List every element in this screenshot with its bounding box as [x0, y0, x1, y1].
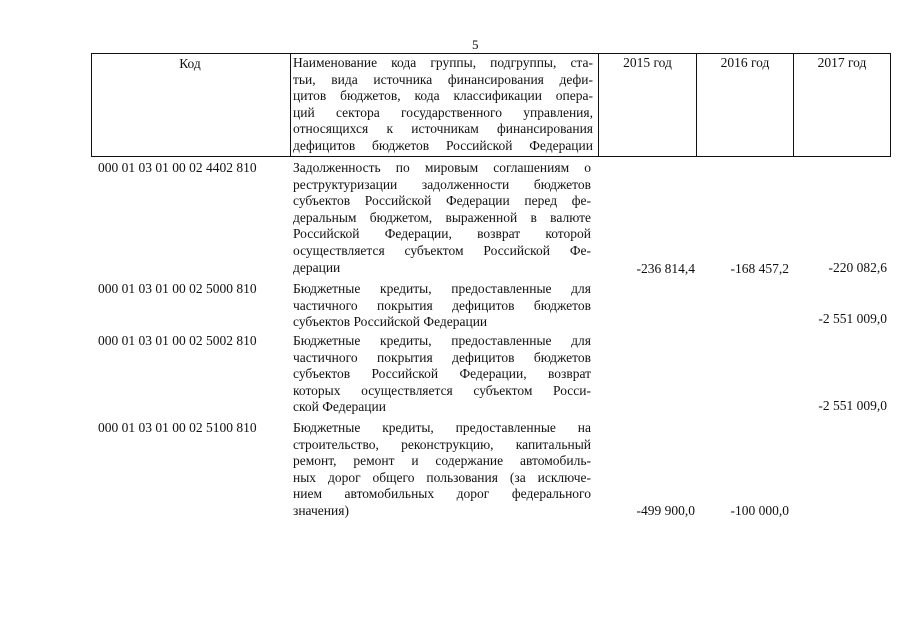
description-line: субъектов Российской Федерации перед фе-	[293, 193, 591, 209]
header-name	[293, 55, 593, 155]
description-line: Бюджетные кредиты, предоставленные для	[293, 281, 591, 296]
description-line: частичного покрытия дефицитов бюджетов	[293, 349, 591, 365]
description-line: строительство, реконструкцию, капитальный	[293, 436, 591, 452]
header-bottom-border	[91, 156, 891, 157]
description-line: нием автомобильных дорог федерального	[293, 486, 591, 502]
description-line: Задолженность по мировым соглашениям о	[293, 160, 591, 175]
header-name-line: цитов бюджетов, кода классификации опера-	[293, 88, 593, 104]
header-name-line: ций сектора государственного управления,	[293, 104, 593, 120]
row-description	[293, 160, 591, 276]
header-year-2016: 2016 год	[720, 55, 770, 70]
value-2016: -100 000,0	[730, 503, 789, 518]
header-name-line: тьи, вида источника финансирования дефи-	[293, 71, 593, 87]
value-2017: -220 082,6	[828, 260, 887, 275]
row-description	[293, 333, 591, 416]
header-name-line: дефицитов бюджетов Российской Федерации	[293, 137, 593, 153]
description-line: Бюджетные кредиты, предоставленные для	[293, 333, 591, 348]
description-line: субъектов Российской Федерации	[293, 314, 488, 330]
description-line: деральным бюджетом, выраженной в валюте	[293, 209, 591, 225]
description-line: которых осуществляется субъектом Росси-	[293, 382, 591, 398]
page-number: 5	[472, 37, 479, 52]
value-2017: -2 551 009,0	[818, 398, 887, 413]
header-code: Код	[179, 56, 201, 71]
description-line: осуществляется субъектом Российской Фе-	[293, 242, 591, 258]
row-code: 000 01 03 01 00 02 4402 810	[98, 160, 257, 175]
description-line: субъектов Российской Федерации, возврат	[293, 366, 591, 382]
description-line: Российской Федерации, возврат которой	[293, 226, 591, 242]
description-line: частичного покрытия дефицитов бюджетов	[293, 297, 591, 313]
header-name-line: Наименование кода группы, подгруппы, ста-	[293, 55, 593, 70]
description-line: ремонт, ремонт и содержание автомобиль-	[293, 453, 591, 469]
description-line: значения)	[293, 502, 349, 518]
row-description	[293, 281, 591, 331]
value-2017: -2 551 009,0	[818, 311, 887, 326]
header-year-2017: 2017 год	[817, 55, 867, 70]
row-code: 000 01 03 01 00 02 5100 810	[98, 420, 257, 435]
value-2016: -168 457,2	[730, 261, 789, 276]
header-top-border	[91, 53, 891, 54]
description-line: ской Федерации	[293, 399, 386, 415]
row-code: 000 01 03 01 00 02 5000 810	[98, 281, 257, 296]
value-2015: -236 814,4	[636, 261, 695, 276]
header-name-line: относящихся к источникам финансирования	[293, 121, 593, 137]
description-line: реструктуризации задолженности бюджетов	[293, 176, 591, 192]
description-line: Бюджетные кредиты, предоставленные на	[293, 420, 591, 435]
header-divider-code-name	[290, 53, 291, 157]
value-2015: -499 900,0	[636, 503, 695, 518]
description-line: ных дорог общего пользования (за исключе-	[293, 469, 591, 485]
header-year-2015: 2015 год	[623, 55, 672, 70]
row-code: 000 01 03 01 00 02 5002 810	[98, 333, 257, 348]
header-right-border	[890, 53, 891, 157]
description-line: дерации	[293, 259, 341, 275]
row-description	[293, 420, 591, 520]
